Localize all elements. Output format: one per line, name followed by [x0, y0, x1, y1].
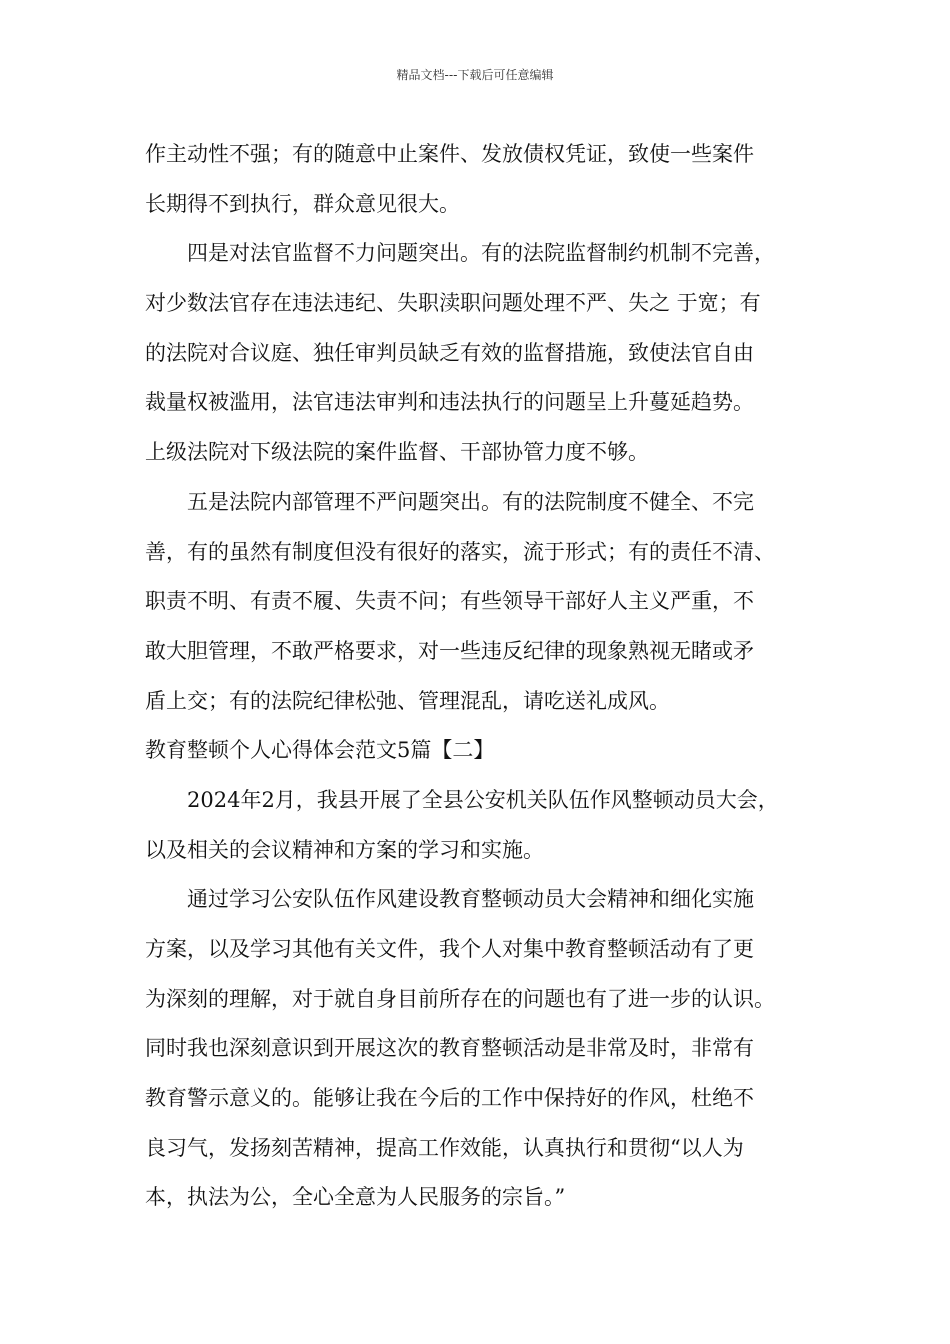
text-line: 为深刻的理解，对于就自身目前所存在的问题也有了进一步的认识。 — [145, 986, 775, 1011]
text-line: 本，执法为公，全心全意为人民服务的宗旨。” — [145, 1185, 566, 1210]
text-line: 善，有的虽然有制度但没有很好的落实，流于形式；有的责任不清、 — [145, 539, 775, 564]
text-line: 职责不明、有责不履、失责不问；有些领导干部好人主义严重，不 — [145, 589, 754, 614]
text-line: 对少数法官存在违法违纪、失职渎职问题处理不严、失之 于宽；有 — [145, 291, 761, 316]
text-line: 敢大胆管理，不敢严格要求，对一些违反纪律的现象熟视无睹或矛 — [145, 638, 754, 663]
document-body — [145, 130, 835, 1223]
text-line: 五是法院内部管理不严问题突出。有的法院制度不健全、不完 — [187, 489, 754, 514]
text-line: 通过学习公安队伍作风建设教育整顿动员大会精神和细化实施 — [187, 887, 754, 912]
text-line: 2024年2月，我县开展了全县公安机关队伍作风整顿动员大会， — [187, 787, 779, 812]
paragraph — [145, 130, 835, 229]
paragraph — [145, 478, 835, 726]
text-line: 以及相关的会议精神和方案的学习和实施。 — [145, 837, 544, 862]
paragraph — [145, 875, 835, 1223]
text-line: 教育警示意义的。能够让我在今后的工作中保持好的作风，杜绝不 — [145, 1086, 754, 1111]
text-line: 裁量权被滥用，法官违法审判和违法执行的问题呈上升蔓延趋势。 — [145, 390, 754, 415]
text-line: 方案，以及学习其他有关文件，我个人对集中教育整顿活动有了更 — [145, 937, 754, 962]
text-line: 的法院对合议庭、独任审判员缺乏有效的监督措施，致使法官自由 — [145, 340, 754, 365]
page-header: 精品文档---下载后可任意编辑 — [396, 68, 554, 82]
text-line: 盾上交；有的法院纪律松弛、管理混乱，请吃送礼成风。 — [145, 688, 670, 713]
section-heading: 教育整顿个人心得体会范文5篇【二】 — [145, 738, 495, 763]
text-line: 长期得不到执行，群众意见很大。 — [145, 191, 460, 216]
paragraph — [145, 776, 835, 875]
text-line: 上级法院对下级法院的案件监督、干部协管力度不够。 — [145, 440, 649, 465]
text-line: 良习气，发扬刻苦精神，提高工作效能，认真执行和贯彻“以人为 — [145, 1135, 744, 1160]
text-line: 作主动性不强；有的随意中止案件、发放债权凭证，致使一些案件 — [145, 142, 754, 166]
text-line: 四是对法官监督不力问题突出。有的法院监督制约机制不完善， — [187, 241, 775, 266]
text-line: 同时我也深刻意识到开展这次的教育整顿活动是非常及时，非常有 — [145, 1036, 754, 1061]
paragraph — [145, 229, 835, 477]
